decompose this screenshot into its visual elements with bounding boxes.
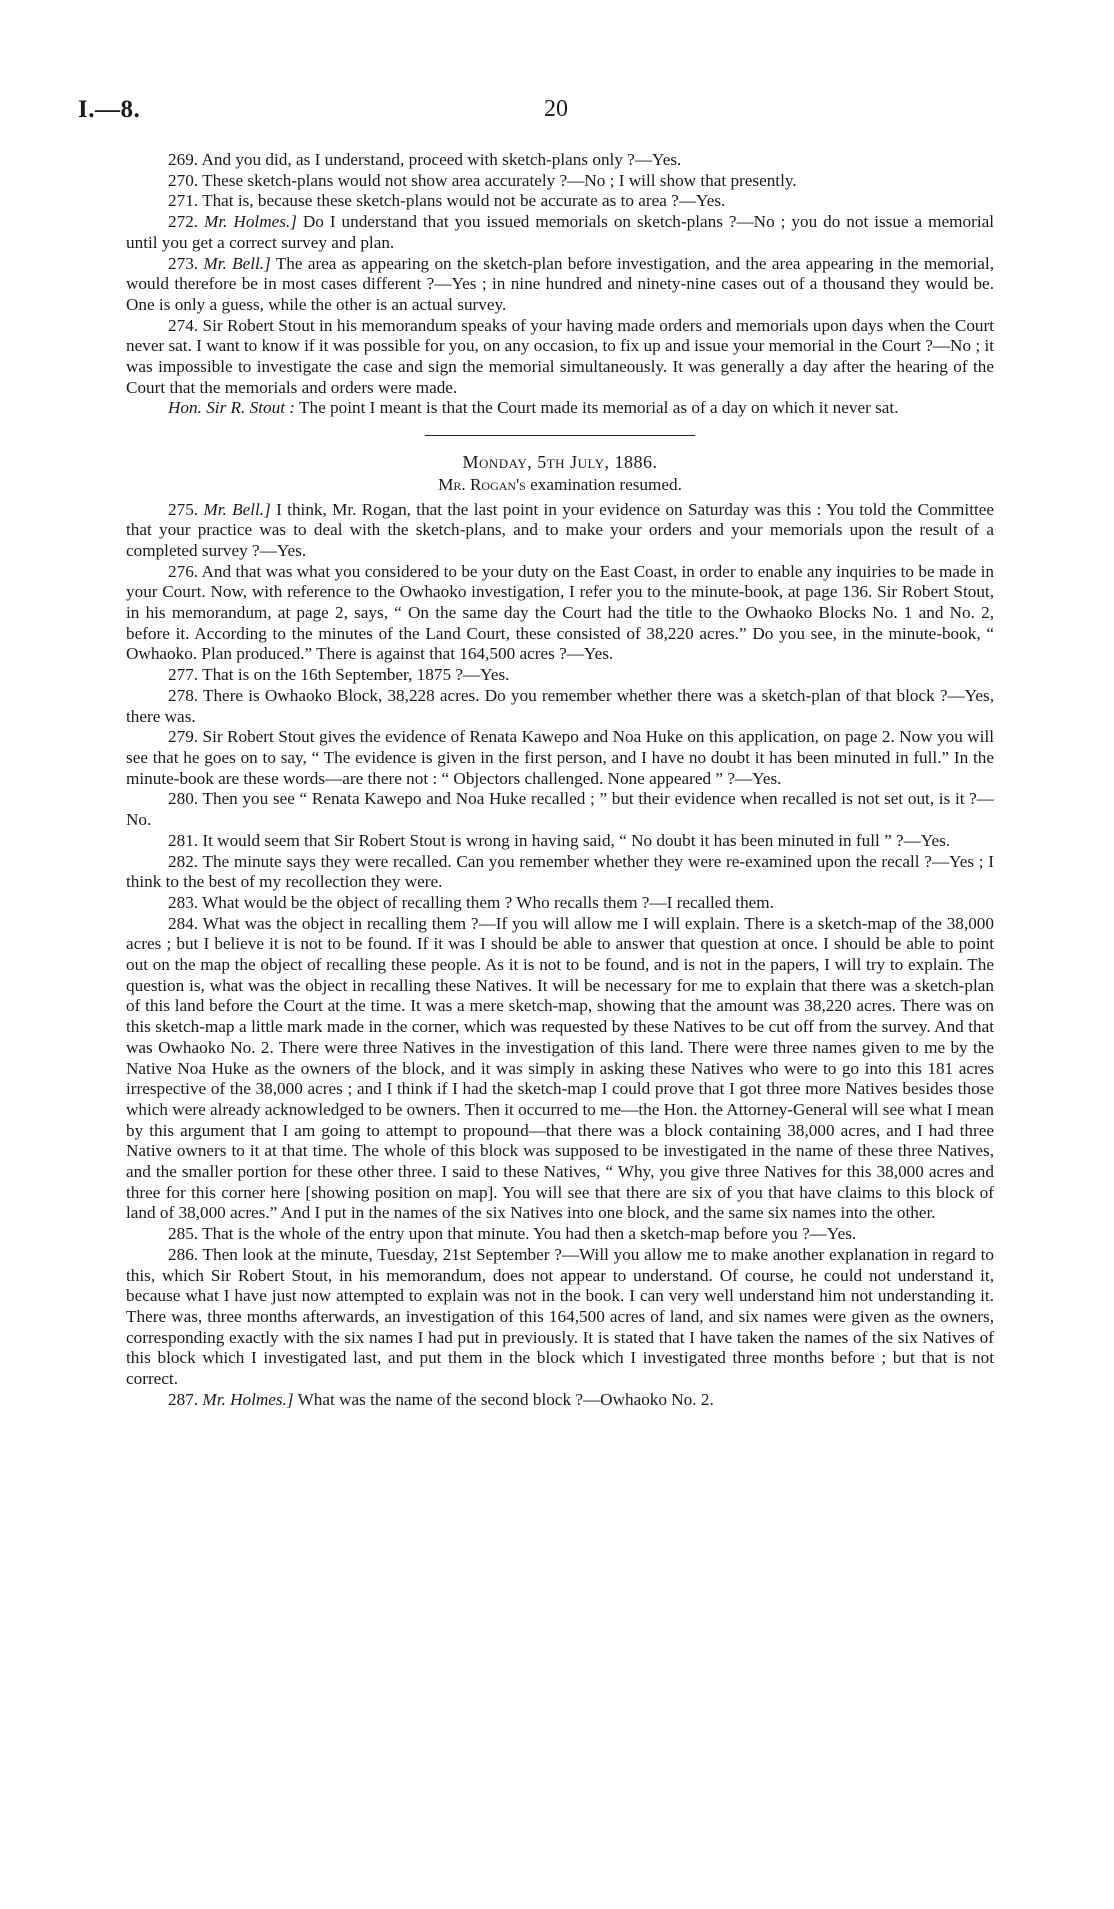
sitting-date: Monday, 5th July, 1886.	[462, 452, 658, 473]
body-text	[126, 150, 994, 1410]
question-275: 275. Mr. Bell.] I think, Mr. Rogan, that the last point in your evidence on Saturday was this : You told the Committee that your practice was to deal with the sketch-plans, and to make your orders and your memorials upon the result of a completed survey ?—Yes.	[126, 499, 995, 560]
speaker: Mr. Holmes.]	[202, 1389, 294, 1409]
speaker: Hon. Sir R. Stout :	[168, 398, 295, 418]
question-270: 270. These sketch-plans would not show area accurately ?—No ; I will show that presently.	[168, 170, 797, 190]
question-272: 272. Mr. Holmes.] Do I understand that you issued memorials on sketch-plans ?—No ; you do not issue a memorial until you get a correct survey and plan.	[126, 212, 994, 252]
question-282: 282. The minute says they were recalled. Can you remember whether they were re-examined upon the recall ?—Yes ; I think to the best of my recollection they were.	[126, 851, 994, 892]
question-280: 280. Then you see “ Renata Kawepo and Noa Huke recalled ; ” but their evidence when recalled is not set out, is it ?—No.	[126, 789, 994, 830]
speaker: Mr. Bell.]	[203, 499, 271, 519]
question-286: 286. Then look at the minute, Tuesday, 21st September ?—Will you allow me to make another explanation in regard to this, which Sir Robert Stout, in his memorandum, does not appear to understand. Of course, he could not understand it, because what I have just now attempted to explain was not in the book. I can very well understand him not understanding it. There was, three months afterwards, an investigation of this 164,500 acres of land, and six names were given as the owners, corresponding exactly with the six names I had put in previously. It is stated that I have taken the names of the six Natives of this block which I investigated last, and put them in the block which I investigated three months before ; but that is not correct.	[126, 1244, 994, 1389]
document-reference: I.—8.	[78, 96, 141, 123]
section-divider	[425, 435, 695, 436]
page-number: 20	[544, 96, 568, 122]
question-278: 278. There is Owhaoko Block, 38,228 acres. Do you remember whether there was a sketch-plan of that block ?—Yes, there was.	[126, 685, 994, 726]
question-281: 281. It would seem that Sir Robert Stout is wrong in having said, “ No doubt it has been minuted in full ” ?—Yes.	[168, 830, 951, 850]
question-279: 279. Sir Robert Stout gives the evidence of Renata Kawepo and Noa Huke on this application, on page 2. Now you will see that he goes on to say, “ The evidence is given in the first person, and I have no doubt it has been minuted in full.” In the minute-book are these words—are there not : “ Objectors challenged. None appeared ” ?—Yes.	[126, 727, 995, 788]
question-269: 269. And you did, as I understand, proceed with sketch-plans only ?—Yes.	[168, 150, 682, 169]
question-287: 287. Mr. Holmes.] What was the name of the second block ?—Owhaoko No. 2.	[168, 1389, 714, 1409]
question-273: 273. Mr. Bell.] The area as appearing on the sketch-plan before investigation, and the area appearing in the memorial, would therefore be in most cases different ?—Yes ; in nine hundred and ninety-nine cases out of a thousand they would be. One is only a guess, while the other is an actual survey.	[126, 253, 995, 314]
stout-remark: Hon. Sir R. Stout : The point I meant is that the Court made its memorial as of a day on which it never sat.	[168, 398, 899, 418]
question-276: 276. And that was what you considered to be your duty on the East Coast, in order to enable any inquiries to be made in your Court. Now, with reference to the Owhaoko investigation, I refer you to the minute-book, at page 136. Sir Robert Stout, in his memorandum, at page 2, says, “ On the same day the Court had the title to the Owhaoko Blocks No. 1 and No. 2, before it. According to the minutes of the Land Court, these consisted of 38,220 acres.” Do you see, in the minute-book, “ Owhaoko. Plan produced.” There is against that 164,500 acres ?—Yes.	[126, 561, 994, 664]
speaker: Mr. Holmes.]	[204, 212, 297, 232]
question-271: 271. That is, because these sketch-plans would not be accurate as to area ?—Yes.	[168, 191, 726, 211]
question-277: 277. That is on the 16th September, 1875 ?—Yes.	[168, 665, 510, 685]
examination-heading: Mr. Rogan's examination resumed.	[438, 474, 682, 494]
page-header	[78, 96, 1036, 132]
question-283: 283. What would be the object of recalling them ? Who recalls them ?—I recalled them.	[168, 892, 774, 912]
question-285: 285. That is the whole of the entry upon that minute. You had then a sketch-map before you ?—Yes.	[168, 1224, 857, 1244]
question-284: 284. What was the object in recalling them ?—If you will allow me I will explain. There is a sketch-map of the 38,000 acres ; but I believe it is not to be found. If it was I should be able to answer that question at once. I should be able to point out on the map the object of recalling these people. As it is not to be found, and is not in the papers, I will try to explain. The question is, what was the object in recalling these Natives. It will be necessary for me to explain that there was a sketch-plan of this land before the Court at the time. It was a mere sketch-map, showing that the amount was 38,220 acres. There was on this sketch-map a little mark made in the corner, which was requested by these Natives to be cut off from the survey. And that was Owhaoko No. 2. There were three Natives in the investigation of this land. There were three names given to me by the Native Noa Huke as the owners of the block, and it was simply in asking these Natives who were to go into this 181 acres irrespective of the 38,000 acres ; and I think if I had the sketch-map I could prove that I got three more Natives besides those which were already acknowledged to be owners. Then it occurred to me—the Hon. the Attorney-General will see what I mean by this argument that I am going to attempt to propound—that there was a block containing 38,000 acres, and I had three Native owners to it at that time. The whole of this block was supposed to be investigated in the name of these three Natives, and the smaller portion for these other three. I said to these Natives, “ Why, you give three Natives for this 38,000 acres and three for this corner here [showing position on map]. You will see that there are six of you that have claims to this block of land of 38,000 acres.” And I put in the names of the six Natives into one block, and the same six names into the other.	[126, 913, 994, 1223]
question-274: 274. Sir Robert Stout in his memorandum speaks of your having made orders and memorials upon days when the Court never sat. I want to know if it was possible for you, on any occasion, to fix up and issue your memorial in the Court ?—No ; it was impossible to investigate the case and sign the memorial simultaneously. It was generally a day after the hearing of the Court that the memorials and orders were made.	[126, 315, 995, 397]
speaker: Mr. Bell.]	[203, 253, 271, 273]
